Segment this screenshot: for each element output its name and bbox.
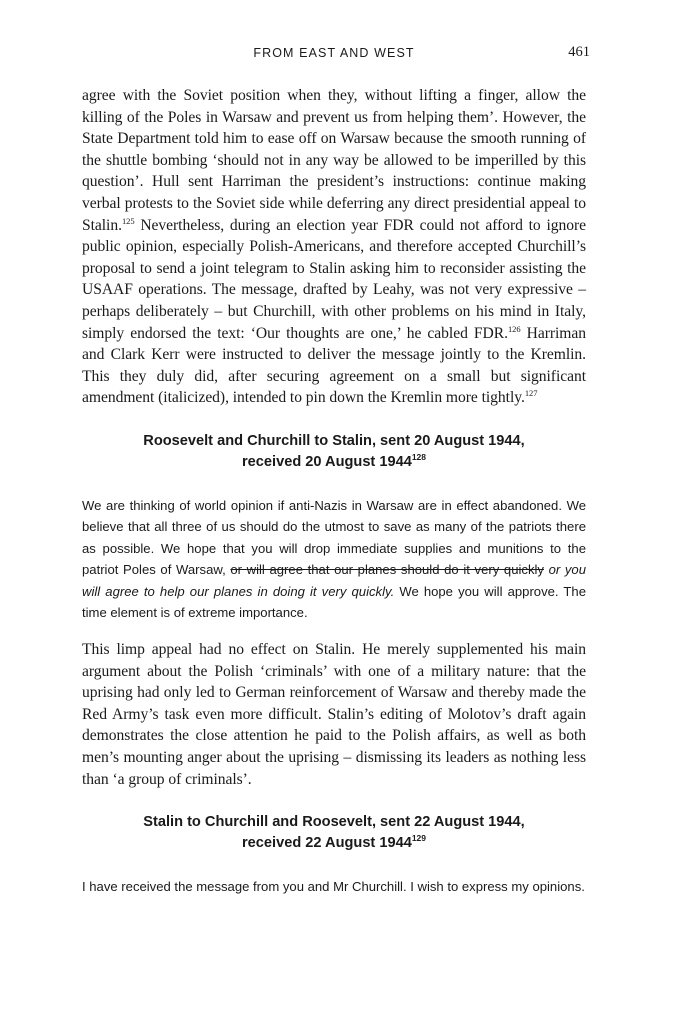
document-text-2: I have received the message from you and Mr Churchill. I wish to express my opinions. [82,879,585,894]
heading-line-2: received 22 August 1944 [242,835,412,851]
footnote-ref-128: 128 [411,452,426,463]
footnote-ref-129: 129 [411,833,426,844]
heading-line-1: Roosevelt and Churchill to Stalin, sent 20 August 1944, [143,433,525,449]
body-paragraph-1 [82,85,586,409]
footnote-ref-127: 127 [524,388,538,399]
paragraph-text: Nevertheless, during an election year FDR could not afford to ignore public opinion, especially Polish-Americans, and therefore accepted Churchill’s proposal to send a joint telegram to Stalin asking him to reconsider assisting the USAAF operations. The message, drafted by Leahy, was not very expressive – perhaps deliberately – but Churchill, with other problems on his mind in Italy, simply endorsed the text: ‘Our thoughts are one,’ he cabled FDR. [82,216,586,342]
heading-line-2: received 20 August 1944 [242,454,412,470]
document-heading-1 [82,431,586,473]
footnote-ref-125: 125 [121,215,135,226]
struck-through-text: or will agree that our planes should do it very quickly [230,562,544,578]
running-title: FROM EAST AND WEST [253,46,415,60]
document-heading-2 [82,812,586,854]
italicized-amendment: or you will agree to help our planes in doing it very quickly. [82,562,586,599]
document-text: We are thinking of world opinion if anti-Nazis in Warsaw are in effect abandoned. We believe that all three of us should do the utmost to save as many of the patriots there as possible. We hope that you will drop immediate supplies and munitions to the patriot Poles of Warsaw, [82,498,586,578]
document-text-1 [82,495,586,623]
footnote-ref-126: 126 [507,323,521,334]
body-paragraph-2: This limp appeal had no effect on Stalin. He merely supplemented his main argument about the Polish ‘criminals’ with one of a military nature: that the uprising had only led to German reinforcement of Warsaw and thereby made the Red Army’s task even more difficult. Stalin’s editing of Molotov’s draft again demonstrates the close attention he paid to the Polish affairs, as well as both men’s mounting anger about the uprising – dismissing its leaders as nothing less than ‘a group of criminals’. [82,641,586,788]
paragraph-text: agree with the Soviet position when they, without lifting a finger, allow the killing of the Poles in Warsaw and prevent us from helping them’. However, the State Department told him to ease off on Warsaw because the smooth running of the shuttle bombing ‘should not in any way be allowed to be imperilled by this question’. Hull sent Harriman the president’s instructions: continue making verbal protests to the Soviet side while deferring any direct presidential appeal to Stalin. [82,87,586,234]
page-number: 461 [568,44,590,60]
document-text: We hope you will approve. The time element is of extreme importance. [82,583,586,621]
paragraph-text: Harriman and Clark Kerr were instructed to deliver the message jointly to the Kremlin. This they duly did, after securing agreement on a small but significant amendment (italicized), intended to pin down the Kremlin more tightly. [82,324,586,407]
heading-line-1: Stalin to Churchill and Roosevelt, sent 22 August 1944, [143,814,525,830]
running-header [82,44,590,62]
